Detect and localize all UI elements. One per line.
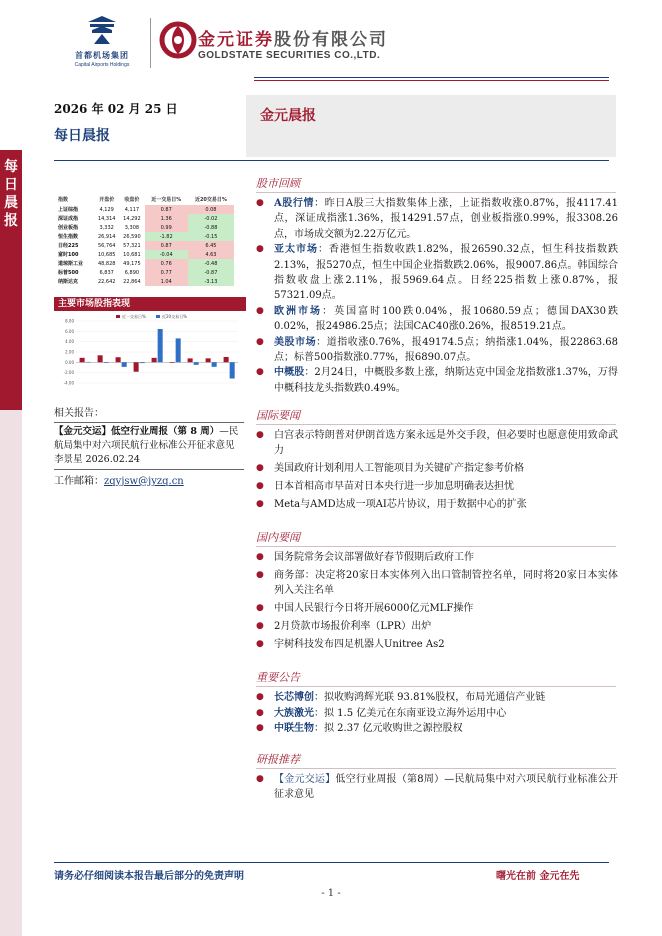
report-title: 每日晨报 [54,128,110,144]
chart-bar [140,362,145,363]
news-item[interactable]: ● 白宫表示特朗普对伊朗首选方案永远是外交手段，但必要时也愿意使用致命武力 [256,428,618,458]
table-row [58,268,234,277]
table-cell: 10,681 [123,251,141,258]
section-intl-news: 国际要闻 [256,407,616,425]
chart-bar [206,358,211,362]
table-row [58,241,234,250]
item-label[interactable]: 长芯博创 [274,692,314,704]
table-row [58,214,234,223]
table-cell: 3,332 [99,224,114,231]
table-cell: -0.87 [188,268,234,277]
table-cell: 26,590 [123,233,141,240]
y-tick-label: 8.00 [65,318,74,324]
table-cell: 日经225 [58,243,79,249]
table-cell: 6.45 [188,241,234,250]
table-cell: 3,308 [124,224,140,231]
chart-bar [224,357,229,362]
table-cell: -0.15 [188,232,234,241]
legend-swatch [116,315,120,318]
chart-bar [230,362,235,378]
chart-bar [152,358,157,362]
company-name-soft: 股份有限公司 [274,30,388,50]
item-text: ：拟收购鸿辉光联 93.81%股权，布局光通信产业链 [314,692,546,704]
list-item [256,706,618,721]
table-cell: 纳斯达克 [58,279,79,285]
news-item[interactable]: ● 2月贷款市场报价利率（LPR）出炉 [256,619,618,634]
chart-bar [194,362,199,364]
table-cell: 创业板指 [58,225,79,231]
y-tick-label: 0.00 [65,359,74,365]
news-item[interactable]: ● 宇树科技发布四足机器人Unitree As2 [256,637,618,652]
research-text: 低空行业周报（第8周）—民航局集中对六项民航行业标准公开征求意见 [274,773,618,800]
side-banner-char: 日 [4,177,18,193]
company-name-strong: 金元证券 [198,30,274,50]
y-tick-label: 6.00 [65,328,74,334]
company-name-en: GOLDSTATE SECURITIES CO.,LTD. [198,50,381,61]
table-row [58,277,234,286]
title-rule [54,160,609,161]
footer-rule [54,862,609,863]
chart-bar [158,329,163,362]
table-cell: 0.08 [188,205,234,214]
col-header: 近20交易日% [194,196,227,203]
table-cell: 0.77 [145,268,188,277]
side-banner-char: 晨 [4,195,18,211]
chart-bar [188,358,193,362]
legend-label: 近一交易日% [122,314,146,319]
item-label[interactable]: 中联生物 [274,723,314,735]
table-cell: -0.48 [188,259,234,268]
item-text: ：拟 2.37 亿元收购世之源控股权 [314,723,463,735]
chart-bar [134,362,139,371]
news-item[interactable]: ● 国务院常务会议部署做好春节假期后政府工作 [256,550,618,565]
company-name-cn [198,25,388,50]
report-date: 2026 年 02 月 25 日 [54,102,178,116]
y-tick-label: 2.00 [65,349,74,355]
side-banner-label [0,150,22,230]
table-cell: 上证综指 [58,207,79,213]
table-cell: 4.63 [188,250,234,259]
chart-bar [212,362,217,366]
page-number: - 1 - [321,888,341,899]
item-text: ：2月24日，中概股多数上涨，纳斯达克中国金龙指数涨1.37%，万得中概科技龙头指数跌0.49%。 [274,367,619,394]
related-tag: 【金元交运】 [54,426,112,437]
table-cell: 恒生指数 [58,234,79,240]
table-cell: 0.87 [145,241,188,250]
table-cell: 14,292 [123,215,141,222]
news-item[interactable]: ● Meta与AMD达成一项AI芯片协议，用于数据中心的扩张 [256,497,618,512]
logo-divider [150,18,151,68]
related-report-box[interactable] [54,422,244,470]
item-label[interactable]: 大族激光 [274,707,314,719]
related-body: —民航局集中对六项民航行业标准公开征求意见 李景星 2026.02.24 [54,426,239,465]
section-announcements: 重要公告 [256,669,616,687]
table-cell: 22,864 [123,278,141,285]
table-cell: 深证成指 [58,216,79,222]
table-cell: 57,321 [123,242,141,249]
list-item [256,304,618,335]
email-label: 工作邮箱： [54,476,104,487]
market-index-table [58,193,234,286]
research-tag: 【金元交运】 [274,773,336,785]
related-title: 低空行业周报（第 8 周） [111,426,220,437]
table-cell: 14,314 [97,215,116,222]
list-item [256,365,618,396]
item-text: ：香港恒生指数收跌1.82%，报26590.32点，恒生科技指数跌2.13%，报5270点，恒生中国企业指数跌2.06%，报9007.86点。韩国综合指数收盘上涨2.11%，报5969.64点。日经225指数上涨0.87%，报57321.09点。 [274,244,619,302]
chart-bar [170,362,175,363]
news-item[interactable]: ● 美国政府计划利用人工智能项目为关键矿产指定参考价格 [256,461,618,476]
chart-bar [104,362,109,363]
email-link[interactable]: zqyjsw@jyzq.cn [104,476,184,487]
related-label: 相关报告： [54,408,104,419]
index-bar-chart [54,313,244,397]
col-header: 指数 [58,196,69,203]
footer-disclaimer[interactable]: 请务必仔细阅读本报告最后部分的免责声明 [54,871,244,882]
chart-bar [86,362,91,363]
list-item [256,335,618,366]
table-cell: 富时100 [58,252,79,258]
table-row [58,223,234,232]
table-cell: 1.04 [145,277,188,286]
legend-label: 近20交易日% [162,314,187,319]
item-label[interactable]: 中概股 [274,367,305,379]
goldstate-logo-icon [158,20,198,60]
table-cell: 0.76 [145,259,188,268]
work-email [54,472,244,487]
table-cell: 0.87 [145,205,188,214]
chart-bar [122,362,127,367]
table-row [58,232,234,241]
research-item[interactable] [256,772,618,803]
table-cell: 10,685 [97,251,116,258]
chart-bar [80,358,85,362]
table-row [58,250,234,259]
table-cell: 0.99 [145,223,188,232]
table-cell: 标普500 [58,270,79,276]
table-cell: -0.02 [188,214,234,223]
table-cell: 道琼斯工业 [58,261,84,267]
capital-airports-logo [62,14,142,72]
section-market-review: 股市回顾 [256,175,616,193]
table-cell: 26,914 [97,233,116,240]
side-banner [0,150,22,410]
table-cell: 49,175 [123,260,141,267]
table-row [58,259,234,268]
side-banner-char: 报 [4,213,18,229]
table-cell: 6,837 [99,269,114,276]
item-text: ：道指收涨0.76%，报49174.5点；纳指涨1.04%，报22863.68点；标普500指数涨0.77%，报6890.07点。 [274,336,618,364]
table-cell: -3.13 [188,277,234,286]
table-cell: 22,642 [97,278,116,285]
y-tick-label: -4.00 [63,380,74,386]
item-text: ：英国富时100跌0.04%，报10680.59点；德国DAX30跌0.02%，报24986.25点；法国CAC40涨0.26%，报8519.21点。 [274,305,619,333]
col-header: 近一交易日% [151,196,182,203]
list-item [256,196,618,242]
side-pale-strip [0,410,22,936]
table-cell: 6,890 [124,269,140,276]
footer-slogan: 曙光在前 金元在先 [496,871,580,882]
item-label[interactable]: 亚太市场 [274,244,318,256]
table-row [58,205,234,214]
item-text: ：拟 1.5 亿美元在东南亚设立海外运用中心 [314,707,507,719]
table-cell: 1.36 [145,214,188,223]
col-header: 收盘价 [124,196,140,203]
airport-emblem-icon [84,14,120,46]
header-rule-blue [254,77,609,78]
group-name: 首都机场集团 [75,51,129,60]
item-label[interactable]: 欧洲市场 [274,305,323,317]
date-block [54,100,246,158]
news-item[interactable]: ● 中国人民银行今日将开展6000亿元MLF操作 [256,601,618,616]
item-label[interactable]: 美股市场 [274,336,317,348]
legend-swatch [156,315,160,318]
group-name-en: Capital Airports Holdings [74,62,130,68]
brand-title-panel [246,95,616,157]
chart-bar [98,355,103,362]
brand-title: 金元晨报 [260,108,316,124]
main-content [256,175,618,802]
table-cell: 4,117 [124,206,140,213]
table-cell: -0.04 [145,250,188,259]
table-cell: 4,129 [99,206,114,213]
section-research: 研报推荐 [256,751,616,769]
chart-bar [116,357,121,362]
page-header [0,0,662,90]
y-tick-label: -2.00 [63,370,74,376]
section-domestic-news: 国内要闻 [256,529,616,547]
table-cell: 48,828 [97,260,116,267]
table-header-row [58,193,234,205]
related-report [54,404,244,487]
table-cell: -0.88 [188,223,234,232]
news-item[interactable]: ● 商务部：决定将20家日本实体列入出口管制管控名单，同时将20家日本实体列入关注名单 [256,568,618,598]
news-item[interactable]: ● 日本首相高市早苗对日本央行进一步加息明确表达担忧 [256,479,618,494]
header-rule-red [254,80,609,81]
item-text: ：昨日A股三大指数集体上涨，上证指数收涨0.87%，报4117.41点，深证成指涨1.36%，报14291.57点，创业板指涨0.99%，报3308.26点，市场成交额为2.22万亿元。 [274,198,619,240]
table-cell: -1.82 [145,232,188,241]
side-banner-char: 每 [4,159,18,175]
col-header: 开盘价 [99,196,115,203]
chart-bar [176,338,181,362]
chart-section-title: 主要市场股指表现 [54,297,246,311]
list-item [256,721,618,736]
table-cell: 56,764 [97,242,116,249]
list-item [256,690,618,705]
list-item [256,242,618,304]
y-tick-label: 4.00 [65,339,74,345]
item-label[interactable]: A股行情 [274,198,315,209]
